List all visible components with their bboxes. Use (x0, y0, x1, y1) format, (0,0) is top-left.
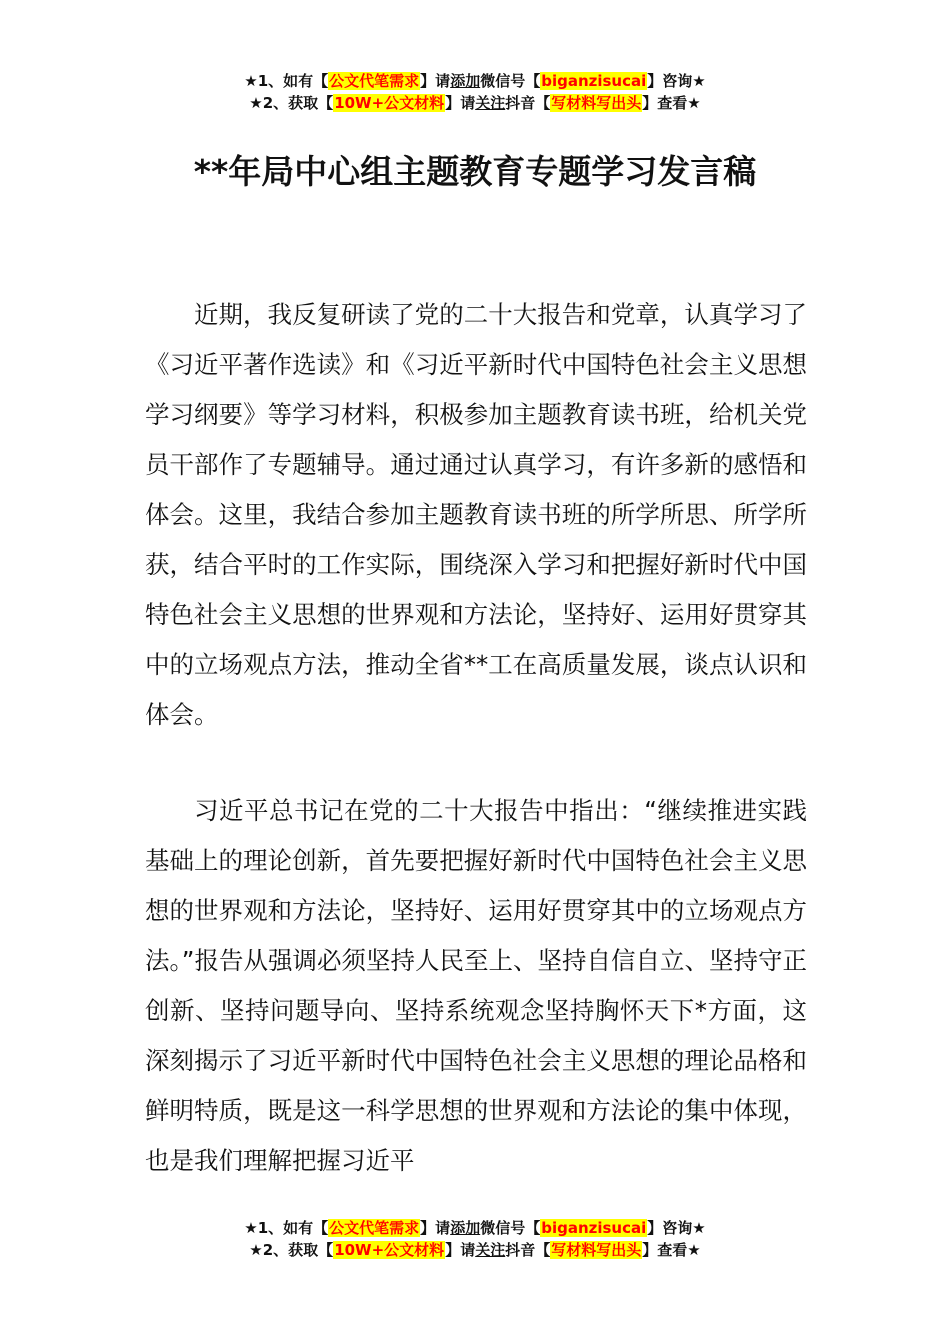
body-paragraph: 近期，我反复研读了党的二十大报告和党章，认真学习了《习近平著作选读》和《习近平新时代中国特色社会主义思想学习纲要》等学习材料，积极参加主题教育读书班，给机关党员干部作了专题辅导。通过通过认真学习，有许多新的感悟和体会。这里，我结合参加主题教育读书班的所学所思、所学所获，结合平时的工作实际，围绕深入学习和把握好新时代中国特色社会主义思想的世界观和方法论，坚持好、运用好贯穿其中的立场观点方法，推动全省**工在高质量发展，谈点认识和体会。 (145, 300, 807, 729)
promo-highlight: 写材料写出头 (551, 1241, 642, 1259)
promo-highlight: biganzisucai (541, 72, 647, 90)
promo-text: ★2、获取【 (249, 1241, 334, 1259)
promo-text: ★1、如有【 (244, 72, 329, 90)
promo-text: 抖音【 (505, 94, 551, 112)
promo-highlight: 写材料写出头 (551, 94, 642, 112)
promo-highlight: 10W+公文材料 (334, 1241, 445, 1259)
promo-highlight: 公文代笔需求 (329, 1219, 420, 1237)
promo-text: 】查看★ (642, 1241, 701, 1259)
promo-text: 】咨询★ (647, 1219, 706, 1237)
promo-text: ★1、如有【 (244, 1219, 329, 1237)
promo-line-2 (0, 92, 950, 114)
promo-highlight: 公文代笔需求 (329, 72, 420, 90)
promo-highlight: biganzisucai (541, 1219, 647, 1237)
promo-text: 】请 (445, 94, 476, 112)
promo-underline: 关注 (475, 1241, 506, 1259)
promo-underline: 关注 (475, 94, 506, 112)
promo-text: 】请 (420, 1219, 451, 1237)
body-paragraph: 习近平总书记在党的二十大报告中指出：“继续推进实践基础上的理论创新，首先要把握好新时代中国特色社会主义思想的世界观和方法论，坚持好、运用好贯穿其中的立场观点方法。”报告从强调必须坚持人民至上、坚持自信自立、坚持守正创新、坚持问题导向、坚持系统观念坚持胸怀天下*方面，这深刻揭示了习近平新时代中国特色社会主义思想的理论品格和鲜明特质，既是这一科学思想的世界观和方法论的集中体现，也是我们理解把握习近平 (145, 796, 807, 1175)
promo-text: 抖音【 (505, 1241, 551, 1259)
promo-text: 】咨询★ (647, 72, 706, 90)
promo-line-2 (0, 1239, 950, 1261)
header-promo (0, 70, 950, 114)
promo-text: 】请 (445, 1241, 476, 1259)
footer-promo (0, 1217, 950, 1261)
promo-line-1 (0, 70, 950, 92)
promo-text: ★2、获取【 (249, 94, 334, 112)
promo-text: 】查看★ (642, 94, 701, 112)
promo-text: 微信号【 (480, 1219, 541, 1237)
promo-line-1 (0, 1217, 950, 1239)
promo-text: 】请 (420, 72, 451, 90)
promo-underline: 添加 (450, 1219, 481, 1237)
promo-underline: 添加 (450, 72, 481, 90)
document-title: **年局中心组主题教育专题学习发言稿 (193, 152, 757, 191)
promo-text: 微信号【 (480, 72, 541, 90)
promo-highlight: 10W+公文材料 (334, 94, 445, 112)
